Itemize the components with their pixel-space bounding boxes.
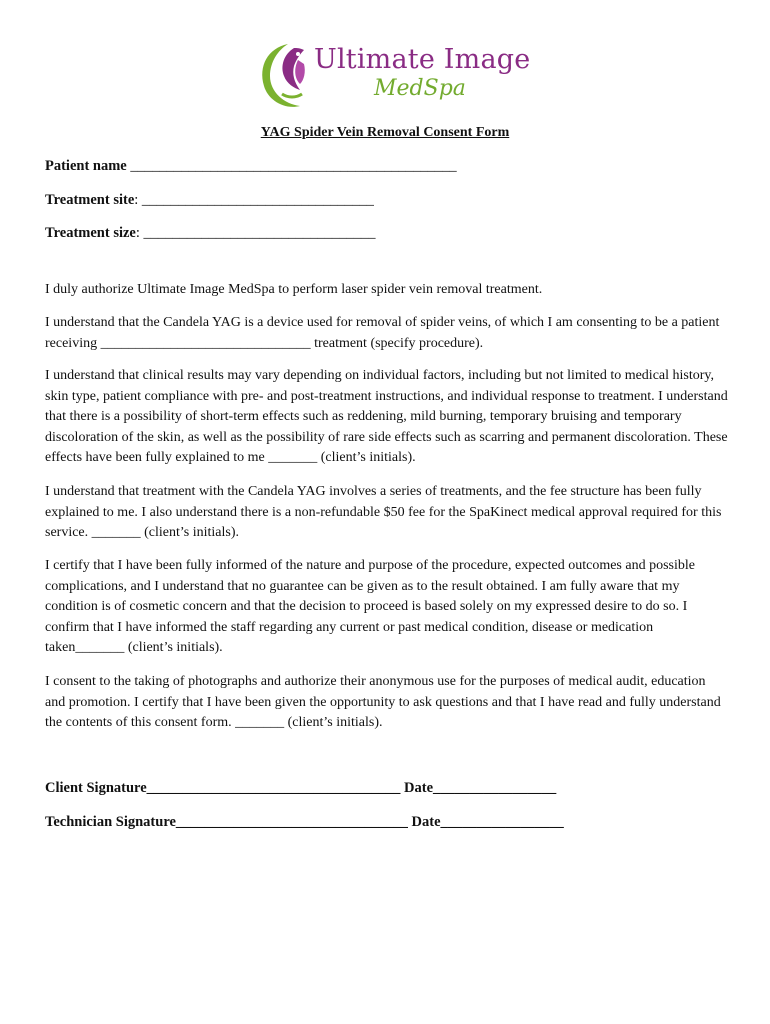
- patient-name-blank[interactable]: _____________________________________________: [130, 158, 457, 174]
- fee-paragraph: I understand that treatment with the Candela YAG involves a series of treatments, and the fee structure has been fully explained to me. I also understand there is a non-refundable $50 fee for the SpaKinect medical approval required for this service. _______ (client’s initials).: [45, 484, 722, 541]
- logo-brand-name: Ultimate Image: [314, 44, 531, 75]
- treatment-size-label: Treatment size: [45, 225, 136, 241]
- photo-consent-paragraph: I consent to the taking of photographs and authorize their anonymous use for the purposes of medical audit, education and promotion. I certify that I have been given the opportunity to ask questions and that I have read and fully understand the contents of this consent form. _______ (client’s initials).: [45, 674, 721, 731]
- treatment-size-field[interactable]: [45, 225, 376, 242]
- treatment-site-blank[interactable]: : ________________________________: [134, 192, 374, 208]
- authorization-paragraph: I duly authorize Ultimate Image MedSpa to perform laser spider vein removal treatment.: [45, 282, 543, 297]
- treatment-site-field[interactable]: [45, 192, 374, 209]
- treatment-size-blank[interactable]: : ________________________________: [135, 225, 376, 241]
- technician-signature-line[interactable]: Technician Signature________________________________ Date_________________: [45, 814, 564, 830]
- patient-name-label: Patient name: [45, 158, 127, 174]
- patient-name-field[interactable]: [45, 158, 457, 175]
- logo-face-icon: [254, 40, 318, 112]
- results-paragraph: I understand that clinical results may vary depending on individual factors, including but not limited to medical history, skin type, patient compliance with pre- and post-treatment instructions, and individual response to treatment. I understand that there is a possibility of short-term effects such as reddening, mild burning, temporary bruising and temporary discoloration of the skin, as well as the possibility of rare side effects such as scarring and permanent discoloration. These effects have been fully explained to me _______ (client’s initials).: [45, 368, 728, 466]
- certification-paragraph: I certify that I have been fully informed of the nature and purpose of the procedure, expected outcomes and possible complications, and I understand that no guarantee can be given as to the result obtained. I am fully aware that my condition is of cosmetic concern and that the decision to proceed is based solely on my expressed desire to do so. I confirm that I have informed the staff regarding any current or past medical condition, disease or medication taken_______ (client’s initials).: [45, 558, 695, 656]
- company-logo: [254, 40, 530, 112]
- client-signature-line[interactable]: Client Signature___________________________________ Date_________________: [45, 780, 557, 796]
- device-paragraph: I understand that the Candela YAG is a device used for removal of spider veins, of which I am consenting to be a patient receiving ______________________________ treatment (specify procedure).: [45, 315, 720, 351]
- form-title: YAG Spider Vein Removal Consent Form: [260, 125, 510, 140]
- logo-brand-sub: MedSpa: [374, 76, 466, 101]
- treatment-site-label: Treatment site: [45, 192, 135, 208]
